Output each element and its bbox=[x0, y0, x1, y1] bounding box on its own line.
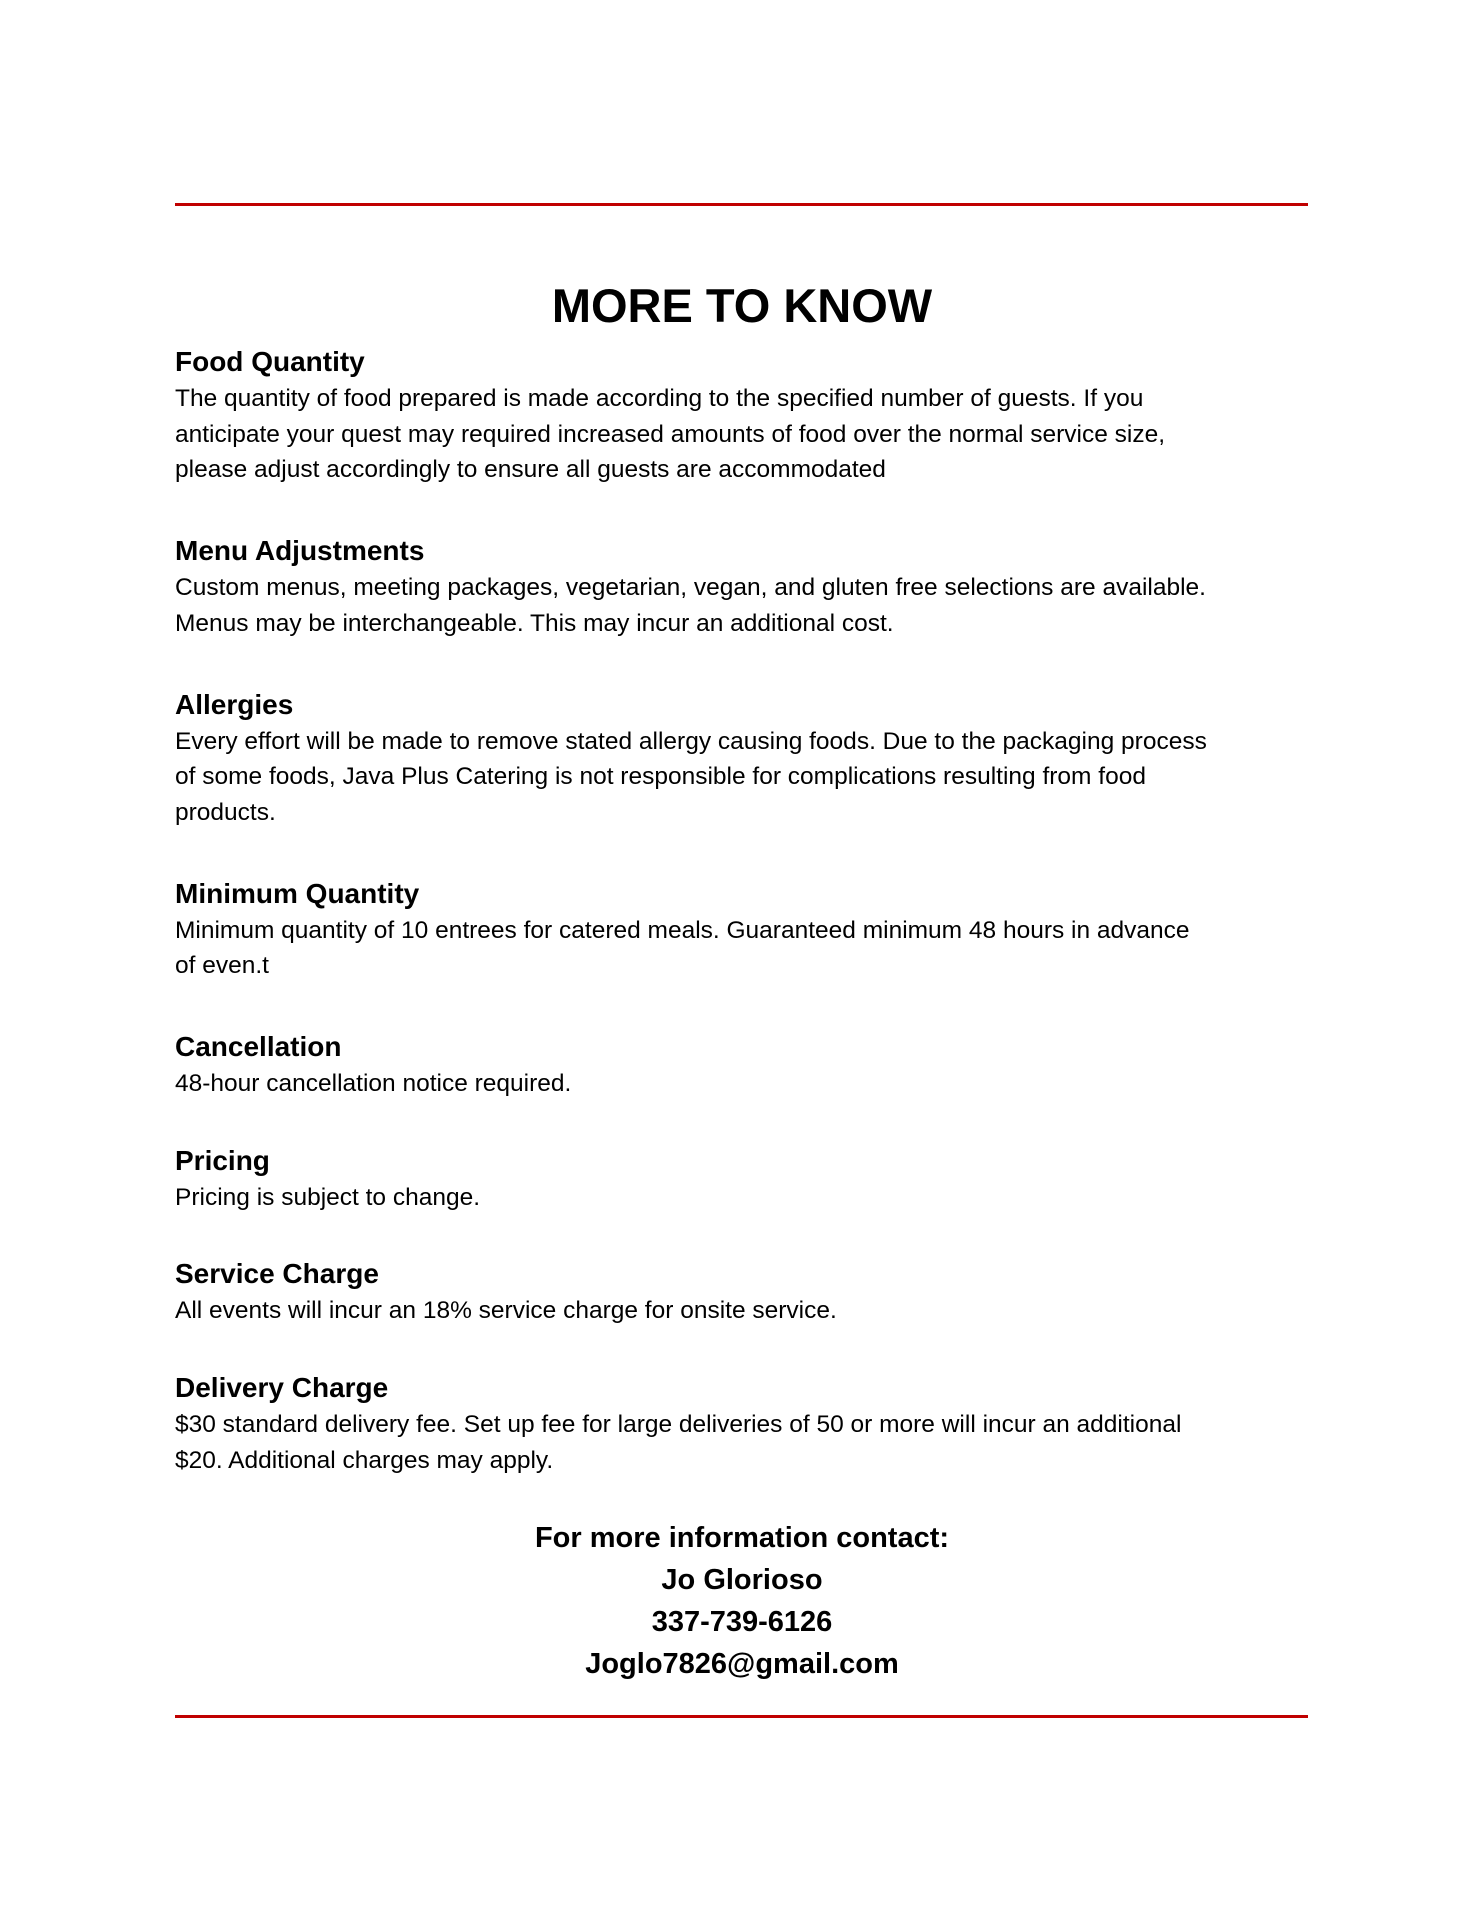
section-cancellation bbox=[175, 1028, 1308, 1102]
section-heading: Minimum Quantity bbox=[175, 877, 420, 909]
contact-email: Joglo7826@gmail.com bbox=[585, 1648, 899, 1680]
contact-label: For more information contact: bbox=[534, 1522, 950, 1554]
section-body: The quantity of food prepared is made according to the specified number of guests. If you anticipate your quest may required increased amounts of food over the normal service size, please adjust accordingly to ensure all guests are accommodated bbox=[175, 385, 1166, 484]
contact-block bbox=[0, 1517, 1484, 1685]
section-heading: Menu Adjustments bbox=[175, 535, 425, 567]
section-body: Pricing is subject to change. bbox=[175, 1183, 481, 1211]
section-service-charge bbox=[175, 1255, 1308, 1329]
contact-phone: 337-739-6126 bbox=[651, 1606, 833, 1638]
section-body: All events will incur an 18% service charge for onsite service. bbox=[175, 1297, 837, 1325]
section-food-quantity bbox=[175, 343, 1308, 488]
section-heading: Allergies bbox=[175, 688, 294, 720]
section-body: Custom menus, meeting packages, vegetarian, vegan, and gluten free selections are available. Menus may be interchangeable. This may incur an additional cost. bbox=[175, 574, 1206, 637]
contact-name: Jo Glorioso bbox=[661, 1564, 823, 1596]
page-title: MORE TO KNOW bbox=[551, 279, 933, 332]
section-body: Minimum quantity of 10 entrees for catered meals. Guaranteed minimum 48 hours in advance of even.t bbox=[175, 916, 1190, 980]
section-minimum-quantity bbox=[175, 875, 1308, 984]
sections-container bbox=[175, 343, 1308, 1479]
section-body: $30 standard delivery fee. Set up fee for large deliveries of 50 or more will incur an additional $20. Additional charges may apply. bbox=[175, 1411, 1182, 1474]
top-divider bbox=[175, 203, 1308, 206]
section-body: Every effort will be made to remove stated allergy causing foods. Due to the packaging process of some foods, Java Plus Catering is not responsible for complications resulting from food products. bbox=[175, 727, 1207, 826]
section-heading: Delivery Charge bbox=[175, 1372, 389, 1404]
section-allergies bbox=[175, 686, 1308, 831]
section-menu-adjustments bbox=[175, 532, 1308, 641]
section-heading: Service Charge bbox=[175, 1258, 379, 1290]
section-body: 48-hour cancellation notice required. bbox=[175, 1070, 572, 1098]
section-heading: Pricing bbox=[175, 1144, 270, 1176]
section-heading: Food Quantity bbox=[175, 346, 365, 377]
section-delivery-charge bbox=[175, 1369, 1308, 1478]
bottom-divider bbox=[175, 1715, 1308, 1718]
section-pricing bbox=[175, 1142, 1308, 1216]
section-heading: Cancellation bbox=[175, 1031, 342, 1063]
